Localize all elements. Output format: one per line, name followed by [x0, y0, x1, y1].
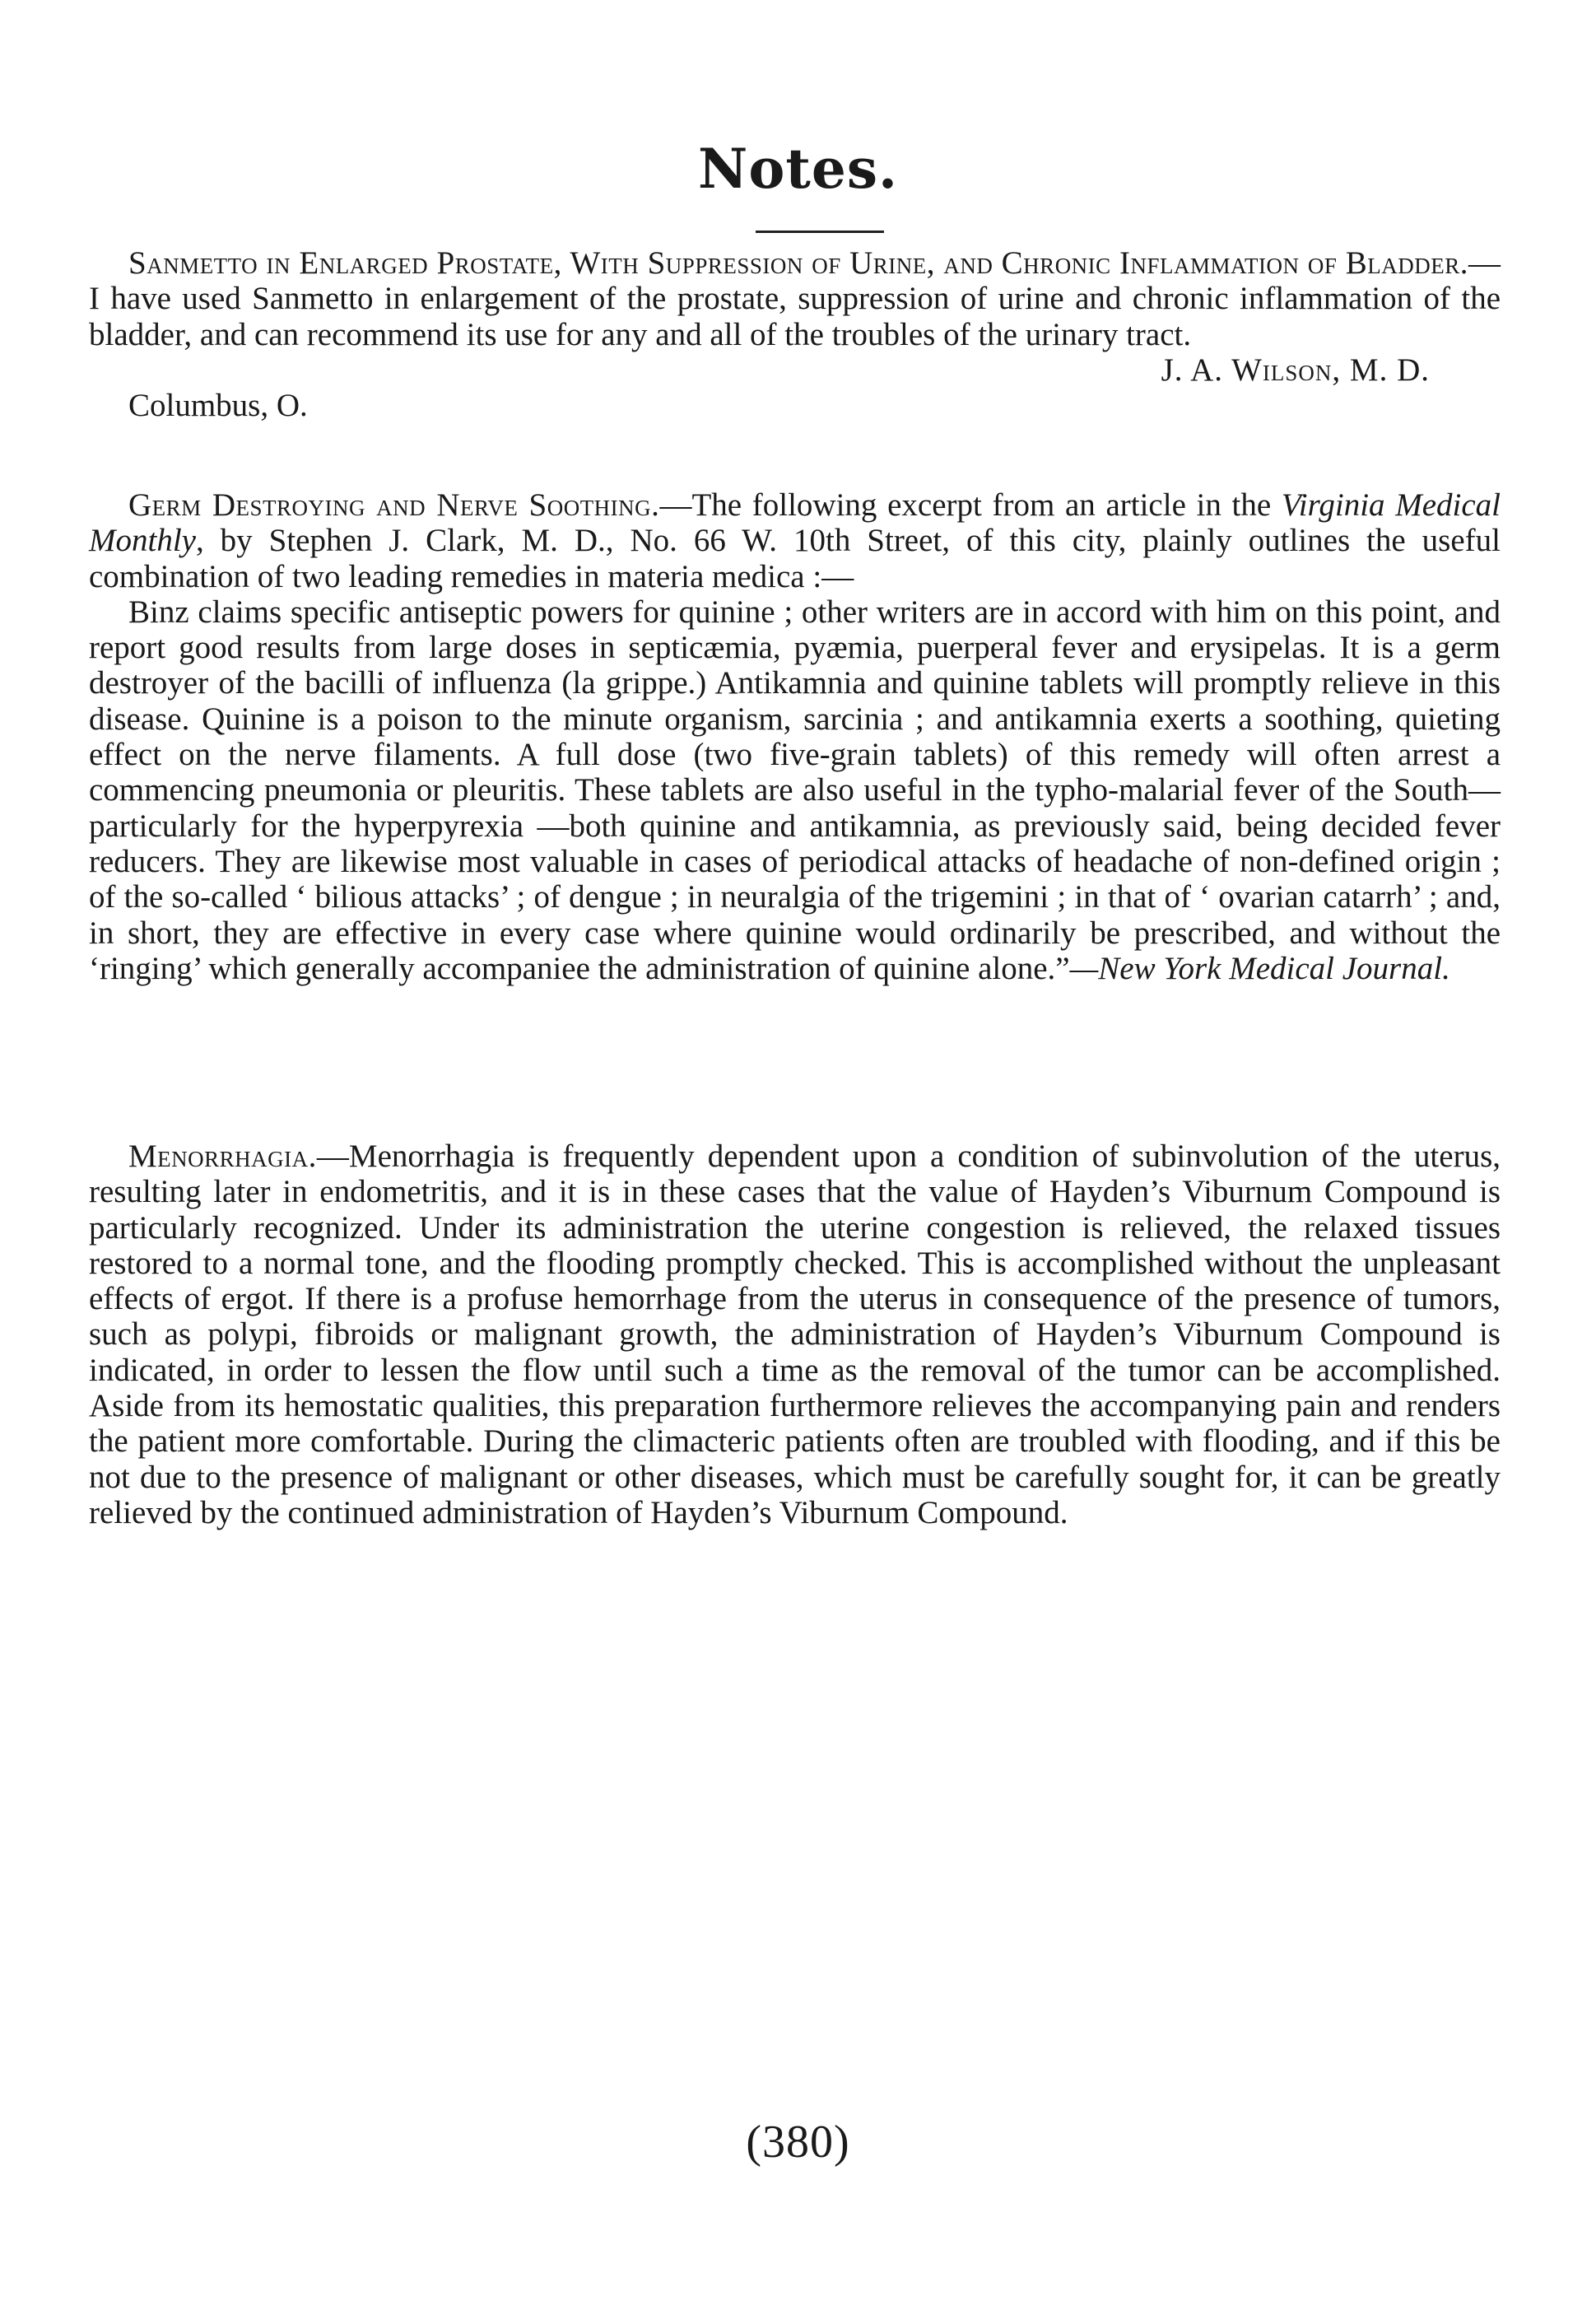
- page-title: Notes.: [698, 137, 898, 201]
- menorrhagia-paragraph: [89, 1139, 1501, 1530]
- menorrhagia-note: [89, 1139, 1501, 1530]
- menorrhagia-heading: Menorrhagia.: [128, 1139, 317, 1174]
- title-rule: [756, 231, 884, 233]
- germ-source: —New York Medical Journal.: [1069, 950, 1450, 986]
- germ-quote-text: Binz claims specific antiseptic powers for quinine ; other writers are in accord with him on this point, and report good results from large doses in septicæmia, pyæmia, puerperal fever and erysipelas. It is a germ destroyer of the bacilli of influenza (la grippe.) Antikamnia and quinine tablets will promptly relieve in this disease. Quinine is a poison to the minute organism, sarcinia ; and antikamnia exerts a soothing, quieting effect on the nerve filaments. A full dose (two five-grain tablets) of this remedy will often arrest a commencing pneumonia or pleuritis. These tablets are also useful in the typho-malarial fever of the South—particularly for the hyperpyrexia —both quinine and antikamnia, as previously said, being decided fever reducers. They are likewise most valuable in cases of periodical attacks of headache of non-defined origin ; of the so-called ‘ bilious attacks’ ; of dengue ; in neuralgia of the trigemini ; in that of ‘ ovarian catarrh’ ; and, in short, they are effective in every case where quinine would ordinarily be prescribed, and without the ‘ringing’ which generally accompaniee the administration of quinine alone.”: [89, 594, 1501, 986]
- germ-intro-b: , by Stephen J. Clark, M. D., No. 66 W. 10th Street, of this city, plainly outlines the useful combination of two leading remedies in materia medica :—: [89, 523, 1501, 594]
- sanmetto-body: —I have used Sanmetto in enlargement of the prostate, suppression of urine and chronic inflammation of the bladder, and can recommend its use for any and all of the troubles of the urinary tract.: [89, 245, 1501, 352]
- sanmetto-heading: Sanmetto in Enlarged Prostate, With Suppression of Urine, and Chronic Inflammation of Bladder.: [128, 245, 1468, 281]
- menorrhagia-body: —Menorrhagia is frequently dependent upon a condition of subinvolution of the uterus, resulting later in endometritis, and it is in these cases that the value of Hayden’s Viburnum Compound is particularly recognized. Under its administration the uterine congestion is relieved, the relaxed tissues restored to a normal tone, and the flooding promptly checked. This is accomplished without the unpleasant effects of ergot. If there is a profuse hemorrhage from the uterus in consequence of the presence of tumors, such as polypi, fibroids or malignant growth, the administration of Hayden’s Viburnum Compound is indicated, in order to lessen the flow until such a time as the removal of the tumor can be accomplished. Aside from its hemostatic qualities, this preparation furthermore relieves the accompanying pain and renders the patient more comfortable. During the climacteric patients often are troubled with flooding, and if this be not due to the presence of malignant or other diseases, which must be carefully sought for, it can be greatly relieved by the continued administration of Hayden’s Viburnum Compound.: [89, 1139, 1501, 1530]
- germ-note: [89, 487, 1501, 986]
- journal-name: Virginia Medical Monthly: [89, 487, 1501, 559]
- germ-heading: Germ Destroying and Nerve Soothing.: [128, 487, 660, 523]
- germ-quote: [89, 594, 1501, 986]
- signature-row: [89, 352, 1501, 388]
- sanmetto-note: [89, 245, 1501, 423]
- sanmetto-paragraph: [89, 245, 1501, 352]
- signature: J. A. Wilson, M. D.: [1161, 352, 1430, 388]
- page-number: (380): [746, 2117, 850, 2168]
- place: Columbus, O.: [128, 387, 308, 423]
- germ-intro-a: —The following excerpt from an article in the: [659, 487, 1282, 523]
- germ-intro: [89, 487, 1501, 594]
